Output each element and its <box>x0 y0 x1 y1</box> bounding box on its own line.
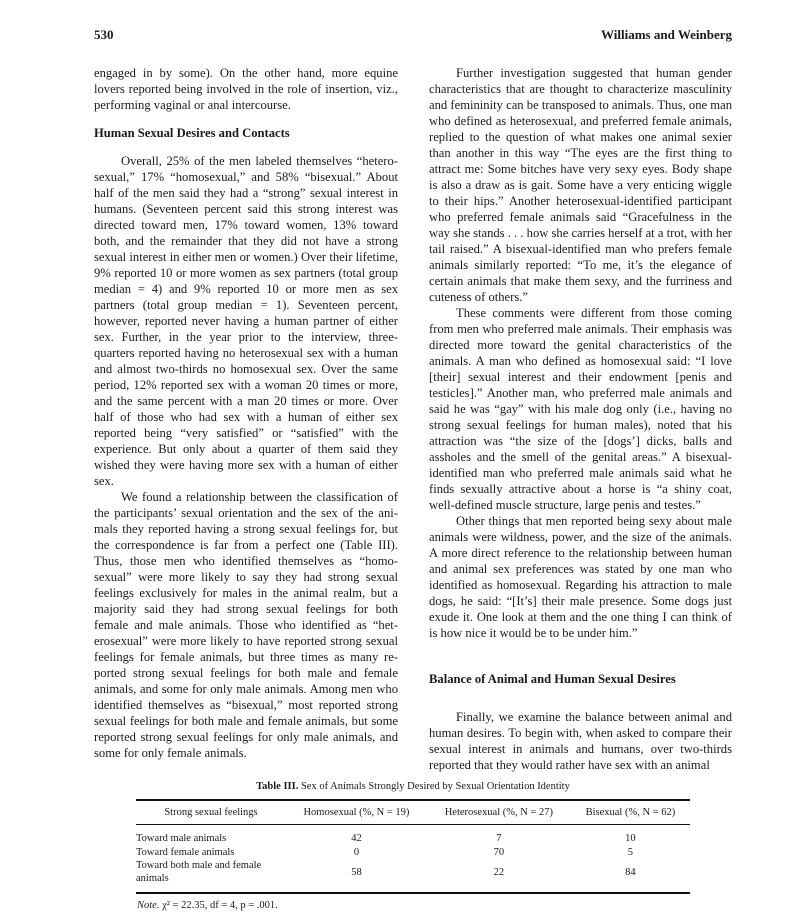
table-iii <box>136 780 690 913</box>
note-label: Note. <box>137 900 160 911</box>
left-column <box>94 65 398 761</box>
table-row <box>136 846 690 860</box>
column-header: Bisexual (%, N = 62) <box>585 807 676 818</box>
right-paragraph-4: Finally, we examine the balance between animal and human desires. To begin with, when asked to compare their sexual interest in animals and humans, over two-thirds reported that they would rather have sex with an animal <box>429 710 732 772</box>
right-paragraph-2: These comments were different from those coming from men who preferred male animals. Their emphasis was directed more toward the genital characteristics of the animals. A man who defined as homosexual said: “I love [their] sexual interest and their endowment [penis and testicles].” Another man, who preferred male animals and said he was “gay” with his male dog only (i.e., having no strong sexual feelings for human males), noted that his attraction was “the size of the [dogs’] dicks, balls and assholes and the smell of the genital areas.” A bisexual-identified man who preferred male animals said what he finds sexually attractive about a horse is “a shiny coat, well-defined muscle structure, large penis and testes.” <box>429 306 732 512</box>
row-label: Toward male animals <box>136 833 227 845</box>
table-label: Table III. <box>256 781 299 792</box>
table-header-row <box>136 800 690 825</box>
running-header <box>94 27 732 45</box>
table-caption <box>136 780 690 794</box>
section-heading-balance: Balance of Animal and Human Sexual Desires <box>429 672 676 686</box>
page-number: 530 <box>94 27 114 42</box>
table-cell: 0 <box>353 846 360 858</box>
left-paragraph-3: We found a relationship between the classification of the participants’ sexual orientation and the sex of the animals they reported having a strong sexual feelings for, but the correspondence is far from a perfect one (Table III). Thus, those men who identified themselves as “homosexual” were more likely to say they had strong sexual feelings exclusively for males in the animal realm, but a majority said they had strong sexual feelings for both female and male animals. Those who identified as “heterosexual” were more likely to have reported strong sexual feelings for female animals, but three times as many reported strong sexual feelings for both male and female animals, and some for only male animals. Among men who identified themselves as “bisexual,” most reported strong sexual feelings for both male and female animals, but some reported strong sexual feelings for only male animals, and some for only female animals. <box>94 490 398 760</box>
table-cell: 22 <box>493 866 505 878</box>
right-paragraph-1: Further investigation suggested that human gender characteristics that are thought to characterize masculinity and femininity can be transposed to animals. Thus, one man who defined as heterosexual, and preferred female animals, replied to the question of what makes one animal sexier than another in this way “The eyes are the first thing to attract me: Some bitches have very sexy eyes. Body shape is also a draw as is gait. Some have a very enticing wiggle to their hips.” Another heterosexual-identified participant who preferred female animals said “Gracefulness in the way she stands . . . how she carries herself at a trot, with her tail raised.” A bisexual-identified man who prefers female animals similarly reported: “To me, it’s the elegance of certain animals that make them sexy, and the furriness and cuteness of others.” <box>429 66 732 304</box>
table-cell: 70 <box>493 846 505 858</box>
table-row <box>136 859 690 885</box>
table-caption-text: Sex of Animals Strongly Desired by Sexual Orientation Identity <box>300 781 570 792</box>
table-cell: 84 <box>625 866 636 878</box>
table-cell: 42 <box>351 833 362 845</box>
data-table <box>136 799 690 913</box>
column-header: Strong sexual feelings <box>164 807 258 818</box>
table-cell: 5 <box>627 846 634 858</box>
note-text: χ² = 22.35, df = 4, p = .001. <box>162 900 278 911</box>
left-paragraph-1: engaged in by some). On the other hand, more equine lovers reported being involved in the role of insertion, viz., performing vaginal or anal intercourse. <box>94 66 398 112</box>
table-note <box>136 893 690 913</box>
column-header: Homosexual (%, N = 19) <box>303 807 410 818</box>
table-row <box>136 832 690 846</box>
running-head-authors: Williams and Weinberg <box>601 27 732 42</box>
row-label: Toward both male and female animals <box>136 860 262 884</box>
table-cell: 58 <box>351 866 362 878</box>
table-cell: 7 <box>496 833 502 845</box>
section-heading-human-sexual-desires: Human Sexual Desires and Contacts <box>94 126 290 140</box>
left-paragraph-2: Overall, 25% of the men labeled themselves “heterosexual,” 17% “homosexual,” and 58% “bisexual.” About half of the men said they had a “strong” sexual interest in humans. (Seventeen percent said this strong interest was directed toward men, 17% toward women, 13% toward both, and the remainder that they did not have a strong sexual interest in either men or women.) Over their lifetime, 9% reported 10 or more women as sex partners (total group median = 4) and 9% reported 10 or more men as sex partners (total group median = 1). Seventeen percent, however, reported never having a human partner of either sex. Further, in the year prior to the interview, three-quarters reported having no heterosexual sex with a human and almost two-thirds no homosexual sex. Over the same period, 12% reported sex with a woman 20 times or more, and the same percent with a man 20 times or more. Over half of those who had sex with a human of either sex reported being “very satisfied” or “satisfied” with the experience. But only about a quarter of them said they wished they were having more sex with a human of either sex. <box>94 154 398 488</box>
table-cell: 10 <box>625 833 636 845</box>
right-paragraph-3: Other things that men reported being sexy about male animals were wildness, power, and the size of the animals. A more direct reference to the relationship between human and animal sex preferences was stated by one man who identified as homosexual. Regarding his attraction to male dogs, he said: “[It’s] their male presence. Some dogs just exude it. One look at them and the one thing I can think of is how nice it would be to be under him.” <box>429 514 732 640</box>
row-label: Toward female animals <box>136 846 235 858</box>
column-header: Heterosexual (%, N = 27) <box>444 807 553 818</box>
right-column <box>429 65 732 773</box>
